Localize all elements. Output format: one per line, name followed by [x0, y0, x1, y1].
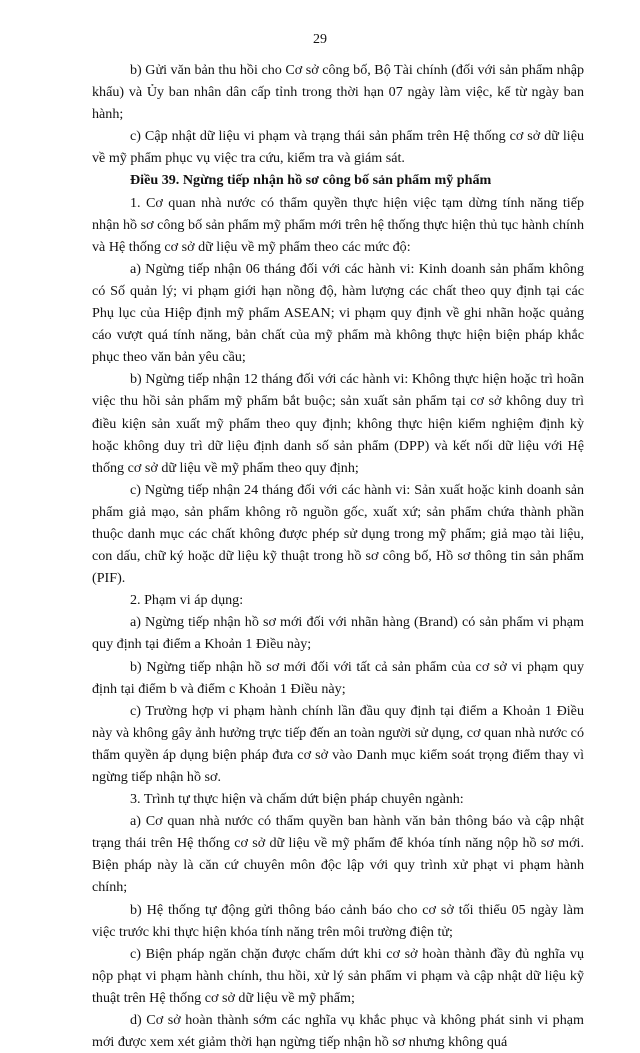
paragraph: d) Cơ sở hoàn thành sớm các nghĩa vụ khắc phục và không phát sinh vi phạm mới được xem xét giảm thời hạn ngừng tiếp nhận hồ sơ nhưng không quá	[92, 1012, 584, 1051]
page-body	[92, 59, 584, 1053]
paragraph: a) Cơ quan nhà nước có thẩm quyền ban hành văn bản thông báo và cập nhật trạng thái trên Hệ thống cơ sở dữ liệu về mỹ phẩm để khóa tính năng nộp hồ sơ mới. Biện pháp này là căn cứ chuyên môn độc lập với quy trình xử phạt vi phạm hành chính;	[92, 813, 584, 896]
article-heading: Điều 39. Ngừng tiếp nhận hồ sơ công bố sản phẩm mỹ phẩm	[130, 172, 492, 189]
paragraph: 3. Trình tự thực hiện và chấm dứt biện pháp chuyên ngành:	[130, 791, 464, 808]
page-number: 29	[313, 32, 327, 47]
paragraph: b) Hệ thống tự động gửi thông báo cảnh báo cho cơ sở tối thiểu 05 ngày làm việc trước khi thực hiện khóa tính năng trên môi trường điện tử;	[92, 901, 584, 940]
paragraph: b) Ngừng tiếp nhận hồ sơ mới đối với tất cả sản phẩm của cơ sở vi phạm quy định tại điểm b và điểm c Khoản 1 Điều này;	[92, 658, 584, 697]
paragraph: c) Ngừng tiếp nhận 24 tháng đối với các hành vi: Sản xuất hoặc kinh doanh sản phẩm giả mạo, sản phẩm không rõ nguồn gốc, xuất xứ; sản phẩm chứa thành phần thuộc danh mục các chất không được phép sử dụng trong mỹ phẩm; giả mạo tài liệu, con dấu, chữ ký hoặc dữ liệu kỹ thuật trong hồ sơ công bố, Hồ sơ thông tin sản phẩm (PIF).	[92, 481, 584, 587]
paragraph: b) Gửi văn bản thu hồi cho Cơ sở công bố, Bộ Tài chính (đối với sản phẩm nhập khẩu) và Ủy ban nhân dân cấp tỉnh trong thời hạn 07 ngày làm việc, kể từ ngày ban hành;	[92, 62, 584, 123]
paragraph: a) Ngừng tiếp nhận hồ sơ mới đối với nhãn hàng (Brand) có sản phẩm vi phạm quy định tại điểm a Khoản 1 Điều này;	[92, 614, 584, 653]
paragraph: b) Ngừng tiếp nhận 12 tháng đối với các hành vi: Không thực hiện hoặc trì hoãn việc thu hồi sản phẩm mỹ phẩm bắt buộc; sản xuất sản phẩm tại cơ sở không duy trì điều kiện sản xuất mỹ phẩm theo quy định; không thực hiện kiểm nghiệm định kỳ hoặc không duy trì dữ liệu định danh số sản phẩm (DPP) và kết nối dữ liệu với Hệ thống cơ sở dữ liệu về mỹ phẩm theo quy định;	[92, 371, 584, 476]
paragraph: a) Ngừng tiếp nhận 06 tháng đối với các hành vi: Kinh doanh sản phẩm không có Số quản lý; vi phạm giới hạn nồng độ, hàm lượng các chất theo quy định tại các Phụ lục của Hiệp định mỹ phẩm ASEAN; vi phạm quy định về ghi nhãn hoặc quảng cáo vượt quá tính năng, bản chất của mỹ phẩm mà không thực hiện biện pháp khắc phục theo văn bản yêu cầu;	[92, 260, 584, 366]
paragraph: 2. Phạm vi áp dụng:	[130, 592, 244, 609]
paragraph: c) Biện pháp ngăn chặn được chấm dứt khi cơ sở hoàn thành đầy đủ nghĩa vụ nộp phạt vi phạm hành chính, thu hồi, xử lý sản phẩm vi phạm và cập nhật dữ liệu kỹ thuật trên Hệ thống cơ sở dữ liệu về mỹ phẩm;	[92, 945, 584, 1006]
paragraph: c) Trường hợp vi phạm hành chính lần đầu quy định tại điểm a Khoản 1 Điều này và không gây ảnh hưởng trực tiếp đến an toàn người sử dụng, cơ quan nhà nước có thẩm quyền áp dụng biện pháp đưa cơ sở vào Danh mục kiểm soát trọng điểm thay vì ngừng tiếp nhận hồ sơ.	[92, 702, 584, 785]
paragraph: c) Cập nhật dữ liệu vi phạm và trạng thái sản phẩm trên Hệ thống cơ sở dữ liệu về mỹ phẩm phục vụ việc tra cứu, kiểm tra và giám sát.	[92, 128, 584, 167]
paragraph: 1. Cơ quan nhà nước có thẩm quyền thực hiện việc tạm dừng tính năng tiếp nhận hồ sơ công bố sản phẩm mỹ phẩm mới trên hệ thống thực hiện thủ tục hành chính và Hệ thống cơ sở dữ liệu về mỹ phẩm theo các mức độ:	[92, 194, 584, 255]
